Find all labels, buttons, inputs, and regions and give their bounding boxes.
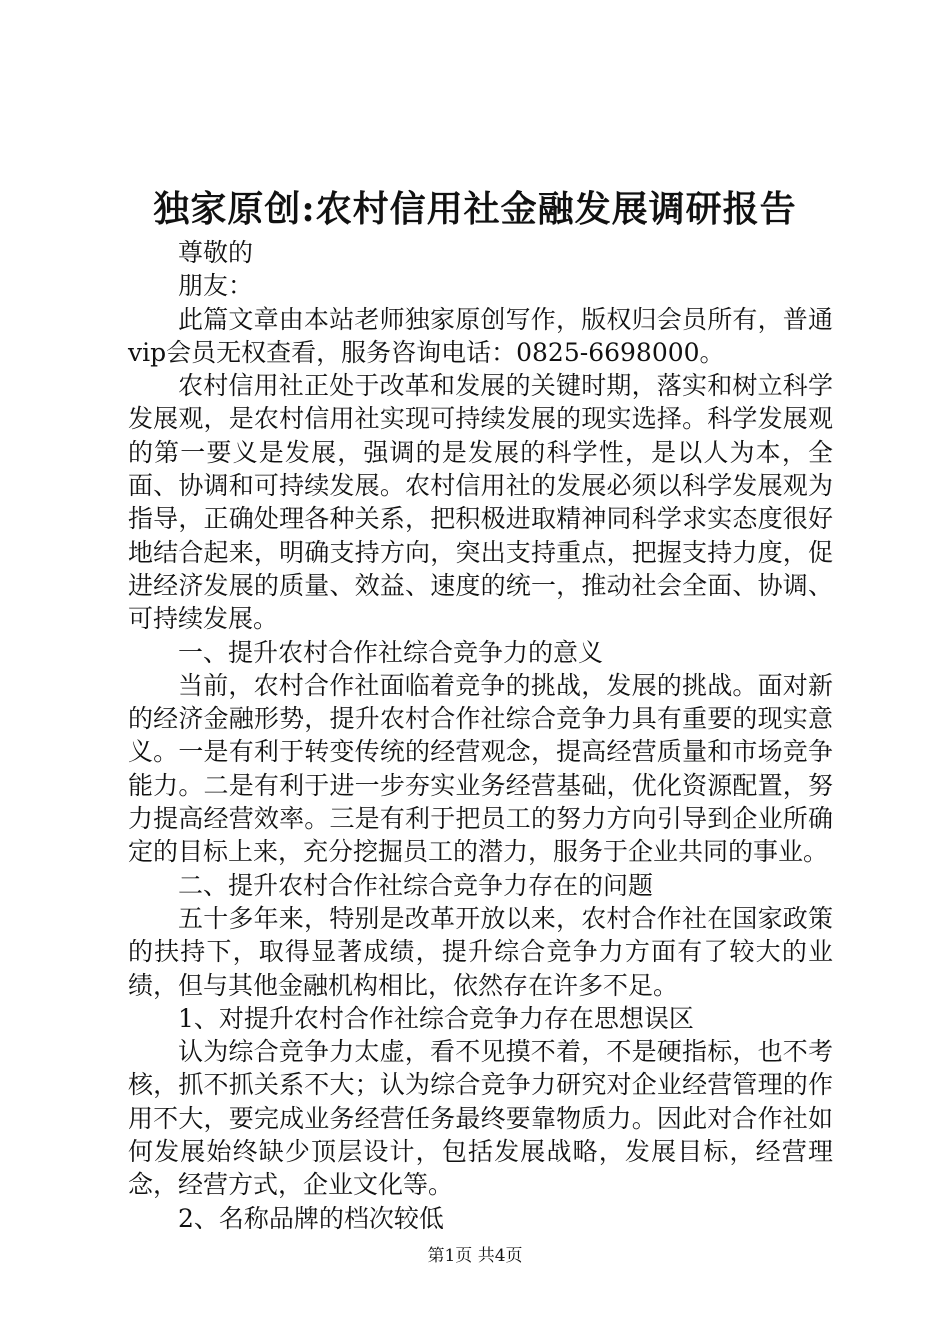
paragraph-misconceptions: 认为综合竞争力太虚，看不见摸不着，不是硬指标，也不考核，抓不抓关系不大；认为综合竞争力研究对企业经营管理的作用不大，要完成业务经营任务最终要靠物质力。因此对合作社如何发展始终缺少顶层设计，包括发展战略，发展目标，经营理念，经营方式，企业文化等。: [128, 1037, 833, 1200]
paragraph-significance: 当前，农村合作社面临着竞争的挑战，发展的挑战。面对新的经济金融形势，提升农村合作社综合竞争力具有重要的现实意义。一是有利于转变传统的经营观念，提高经营质量和市场竞争能力。二是有利于进一步夯实业务经营基础，优化资源配置，努力提高经营效率。三是有利于把员工的努力方向引导到企业所确定的目标上来，充分挖掘员工的潜力，服务于企业共同的事业。: [128, 670, 833, 867]
paragraph-copyright-notice: 此篇文章由本站老师独家原创写作，版权归会员所有，普通vip会员无权查看，服务咨询电话：0825-6698000。: [128, 304, 833, 367]
page-number: 第1页 共4页: [427, 1246, 523, 1266]
subsection-heading-2: 2、名称品牌的档次较低: [178, 1203, 444, 1233]
document-title: 独家原创:农村信用社金融发展调研报告: [153, 188, 797, 230]
subsection-heading-1: 1、对提升农村合作社综合竞争力存在思想误区: [178, 1003, 694, 1033]
paragraph-intro: 农村信用社正处于改革和发展的关键时期，落实和树立科学发展观，是农村信用社实现可持续发展的现实选择。科学发展观的第一要义是发展，强调的是发展的科学性，是以人为本，全面、协调和可持续发展。农村信用社的发展必须以科学发展观为指导，正确处理各种关系，把积极进取精神同科学求实态度很好地结合起来，明确支持方向，突出支持重点，把握支持力度，促进经济发展的质量、效益、速度的统一，推动社会全面、协调、可持续发展。: [128, 371, 833, 634]
paragraph-problems: 五十多年来，特别是改革开放以来，农村合作社在国家政策的扶持下，取得显著成绩，提升综合竞争力方面有了较大的业绩，但与其他金融机构相比，依然存在许多不足。: [128, 903, 833, 1000]
greeting-line-1: 尊敬的: [178, 238, 254, 267]
document-body: [128, 236, 833, 1235]
greeting-line-2: 朋友：: [178, 271, 254, 301]
section-heading-1: 一、提升农村合作社综合竞争力的意义: [178, 637, 604, 667]
section-heading-2: 二、提升农村合作社综合竞争力存在的问题: [178, 870, 654, 900]
